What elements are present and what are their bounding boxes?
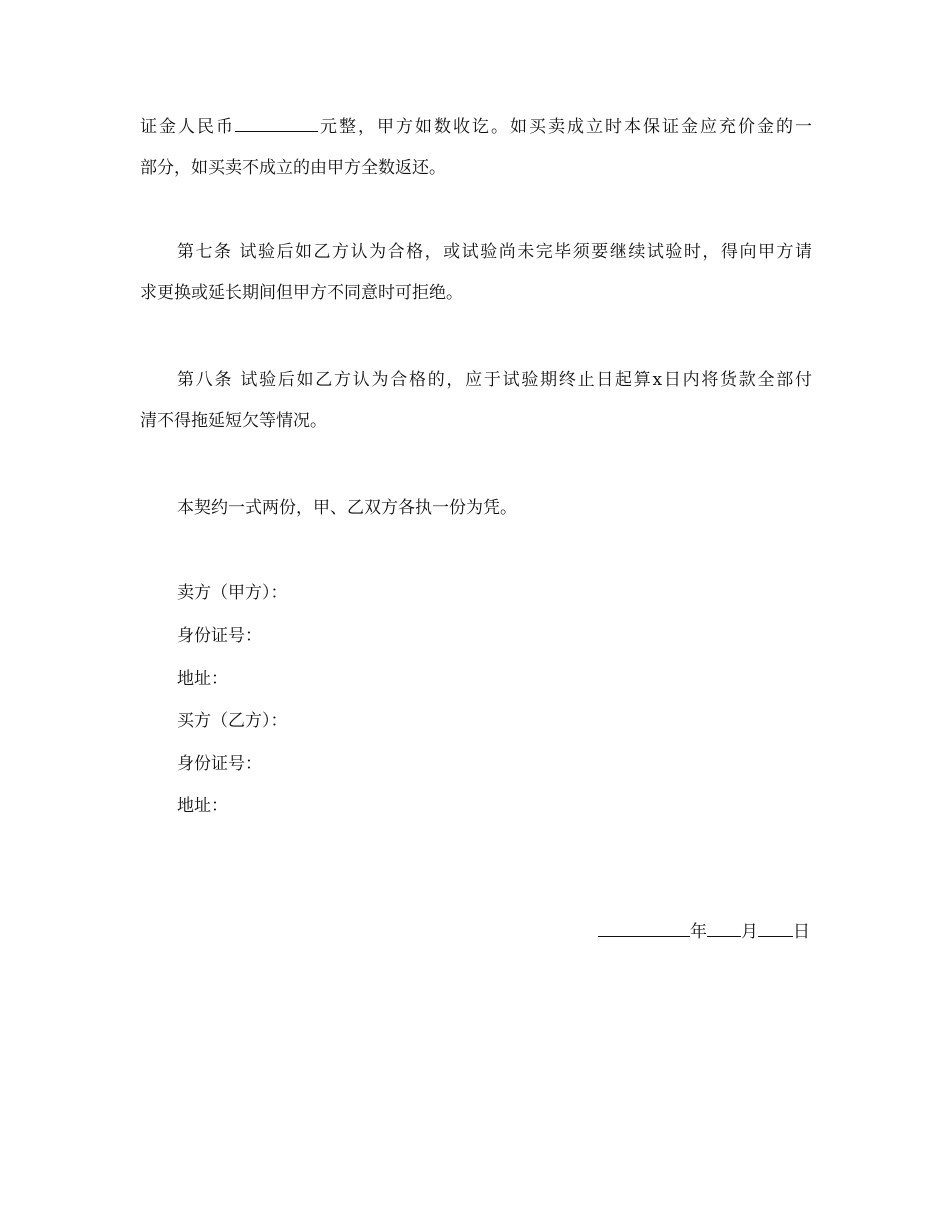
month-label: 月 [741, 922, 758, 942]
month-blank [707, 922, 741, 937]
clause7-line2: 求更换或延长期间但甲方不同意时可拒绝。 [140, 283, 463, 303]
seller-address-label: 地址： [177, 669, 228, 689]
buyer-address-label: 地址： [177, 796, 228, 816]
text: 证金人民币 [140, 117, 235, 137]
copies-statement: 本契约一式两份，甲、乙双方各执一份为凭。 [177, 498, 517, 518]
date-line [598, 922, 810, 942]
seller-label: 卖方（甲方）： [177, 583, 288, 603]
year-label: 年 [690, 922, 707, 942]
year-blank [598, 922, 690, 937]
text: 元整，甲方如数收讫。如买卖成立时本保证金应充价金的一 [318, 117, 812, 137]
amount-blank [235, 117, 318, 132]
clause7-line1: 第七条 试验后如乙方认为合格，或试验尚未完毕须要继续试验时，得向甲方请 [177, 242, 812, 262]
clause6-line2: 部分，如买卖不成立的由甲方全数返还。 [140, 158, 446, 178]
clause6-line1 [140, 117, 812, 137]
buyer-label: 买方（乙方）： [177, 711, 288, 731]
day-blank [758, 922, 793, 937]
seller-id-label: 身份证号： [177, 626, 262, 646]
clause8-line1: 第八条 试验后如乙方认为合格的，应于试验期终止日起算x日内将货款全部付 [177, 370, 812, 390]
clause8-line2: 清不得拖延短欠等情况。 [140, 411, 327, 431]
day-label: 日 [793, 922, 810, 942]
buyer-id-label: 身份证号： [177, 754, 262, 774]
